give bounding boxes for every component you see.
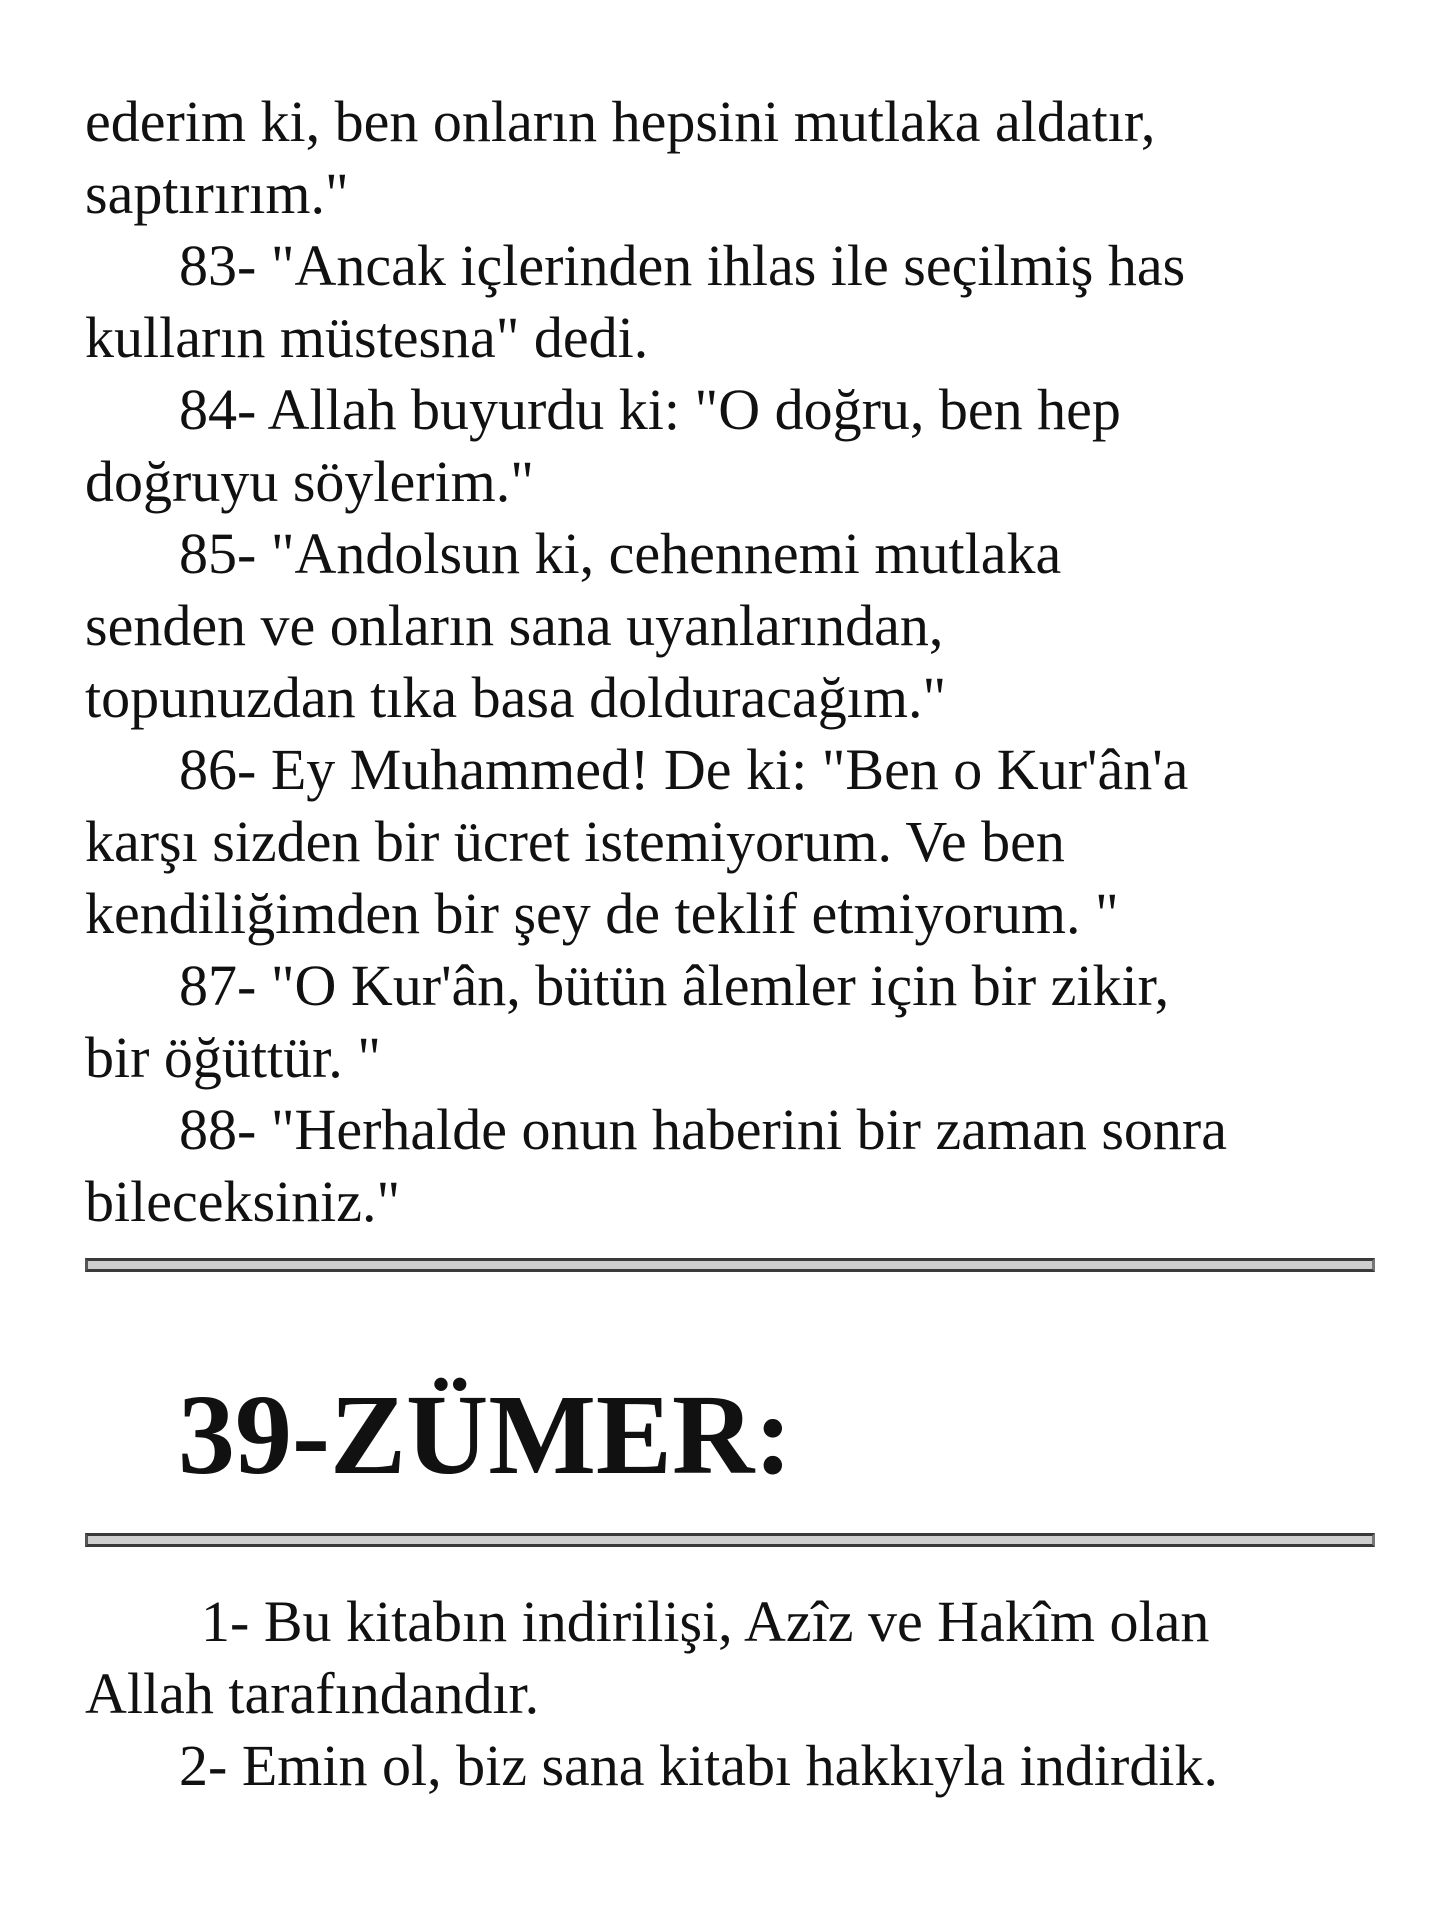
text-line: ederim ki, ben onların hepsini mutlaka aldatır, — [85, 89, 1156, 154]
text-line: bir öğüttür. " — [85, 1025, 381, 1090]
verse-2-line: 2- Emin ol, biz sana kitabı hakkıyla indirdik. — [179, 1733, 1218, 1798]
verse-88-line: 88- "Herhalde onun haberini bir zaman sonra — [179, 1097, 1227, 1162]
text-line: kendiliğimden bir şey de teklif etmiyorum. " — [85, 881, 1119, 946]
verse-84-line: 84- Allah buyurdu ki: "O doğru, ben hep — [179, 377, 1121, 442]
verse-86-line: 86- Ey Muhammed! De ki: "Ben o Kur'ân'a — [179, 737, 1189, 802]
text-line: doğruyu söylerim." — [85, 449, 534, 514]
verse-85-line: 85- "Andolsun ki, cehennemi mutlaka — [179, 521, 1062, 586]
verse-1-line: 1- Bu kitabın indirilişi, Azîz ve Hakîm olan — [201, 1589, 1210, 1654]
text-line: karşı sizden bir ücret istemiyorum. Ve ben — [85, 809, 1065, 874]
text-line: bileceksiniz." — [85, 1169, 401, 1234]
section-divider-top — [85, 1258, 1375, 1272]
verse-87-line: 87- "O Kur'ân, bütün âlemler için bir zikir, — [179, 953, 1170, 1018]
section-divider-bottom — [85, 1533, 1375, 1547]
verses-82-88 — [85, 86, 1385, 1238]
verses-1-2 — [85, 1586, 1385, 1802]
text-line: senden ve onların sana uyanlarından, — [85, 593, 944, 658]
text-line: topunuzdan tıka basa dolduracağım." — [85, 665, 947, 730]
text-line: kulların müstesna" dedi. — [85, 305, 649, 370]
section-title: 39-ZÜMER: — [178, 1371, 793, 1498]
verse-83-line: 83- "Ancak içlerinden ihlas ile seçilmiş has — [179, 233, 1186, 298]
text-line: saptırırım." — [85, 161, 349, 226]
text-line: Allah tarafındandır. — [85, 1661, 540, 1726]
